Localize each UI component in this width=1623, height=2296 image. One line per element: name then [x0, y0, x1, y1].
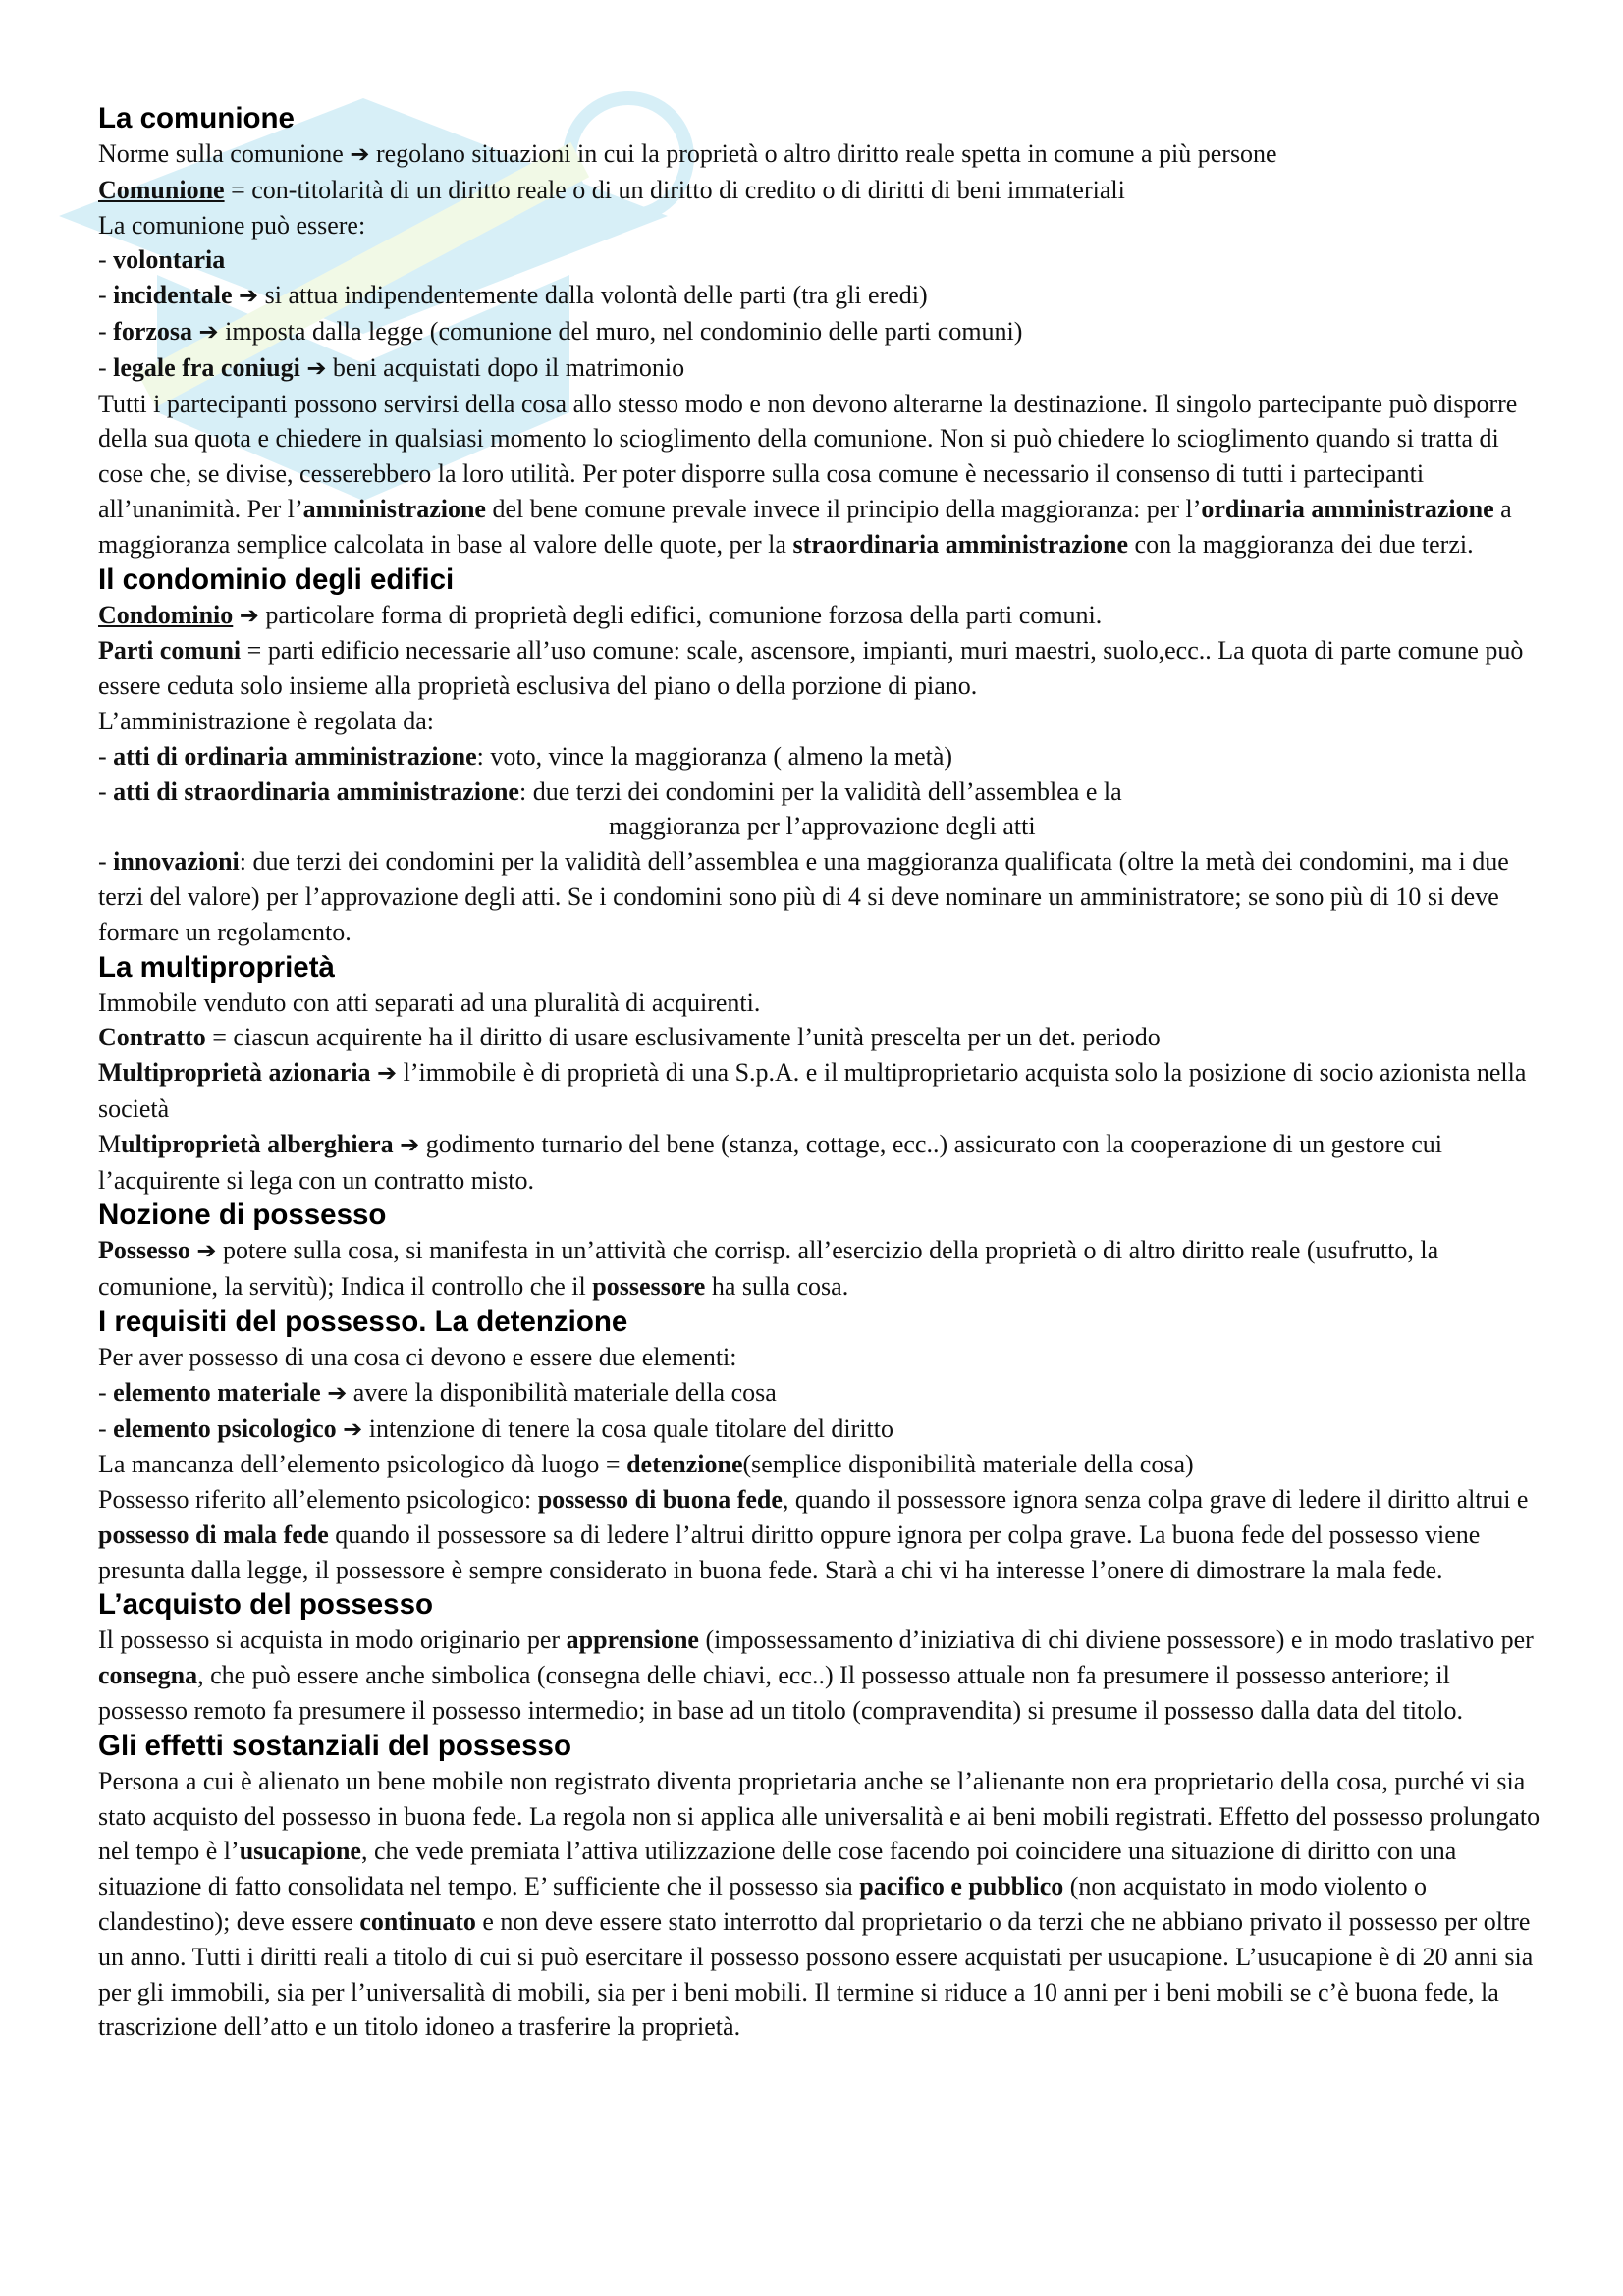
- list-item: - incidentale ➔ si attua indipendentemente dalla volontà delle parti (tra gli eredi): [98, 281, 928, 310]
- paragraph: Comunione = con-titolarità di un diritto reale o di un diritto di credito o di diritti di beni immateriali: [98, 175, 1125, 204]
- arrow-right-icon: ➔: [343, 1415, 363, 1443]
- paragraph: La mancanza dell’elemento psicologico dà luogo = detenzione(semplice disponibilità materiale della cosa): [98, 1450, 1194, 1479]
- arrow-right-icon: ➔: [377, 1059, 398, 1088]
- list-item: - atti di straordinaria amministrazione: due terzi dei condomini per la validità dell’assemblea e la: [98, 776, 1122, 806]
- paragraph: Contratto = ciascun acquirente ha il diritto di usare esclusivamente l’unità prescelta per un det. periodo: [98, 1023, 1161, 1052]
- heading-multiproprieta: La multiproprietà: [98, 950, 335, 984]
- paragraph: Possesso riferito all’elemento psicologico: possesso di buona fede, quando il possessore ignora senza colpa grave di ledere il diritto altrui e possesso di mala fede quando il possessore sa di ledere l’altrui diritto oppure ignora per colpa grave. La buona fede del possesso viene presunta dalla legge, il possessore è sempre considerato in buona fede. Starà a chi vi ha interesse l’onere di dimostrare la mala fede.: [98, 1485, 1529, 1584]
- paragraph: Parti comuni = parti edificio necessarie all’uso comune: scale, ascensore, impianti, muri maestri, suolo,ecc.. La quota di parte comune può essere ceduta solo insieme alla proprietà esclusiva del piano o della porzione di piano.: [98, 636, 1524, 701]
- arrow-right-icon: ➔: [198, 317, 219, 346]
- list-item: - atti di ordinaria amministrazione: voto, vince la maggioranza ( almeno la metà): [98, 741, 953, 771]
- heading-condominio: Il condominio degli edifici: [98, 562, 455, 596]
- arrow-right-icon: ➔: [239, 601, 259, 629]
- paragraph: Immobile venduto con atti separati ad una pluralità di acquirenti.: [98, 988, 761, 1017]
- list-item: - forzosa ➔ imposta dalla legge (comunione del muro, nel condominio delle parti comuni): [98, 316, 1023, 346]
- heading-comunione: La comunione: [98, 102, 295, 134]
- list-item-continuation: maggioranza per l’approvazione degli atti: [609, 812, 1036, 841]
- list-item: - legale fra coniugi ➔ beni acquistati dopo il matrimonio: [98, 352, 685, 382]
- heading-possesso: Nozione di possesso: [98, 1199, 387, 1232]
- paragraph: Il possesso si acquista in modo originario per apprensione (impossessamento d’iniziativa di chi diviene possessore) e in modo traslativo per consegna, che può essere anche simbolica (consegna delle chiavi, ecc..) Il possesso attuale non fa presumere il possesso anteriore; il possesso remoto fa presumere il possesso intermedio; in base ad un titolo (compravendita) si presume il possesso dalla data del titolo.: [98, 1626, 1534, 1726]
- list-item: - elemento psicologico ➔ intenzione di tenere la cosa quale titolare del diritto: [98, 1414, 893, 1443]
- paragraph: Per aver possesso di una cosa ci devono e essere due elementi:: [98, 1342, 737, 1371]
- paragraph: La comunione può essere:: [98, 210, 366, 240]
- list-item: - innovazioni: due terzi dei condomini per la validità dell’assemblea e una maggioranza qualificata (oltre la metà dei condomini, ma i due terzi del valore) per l’approvazione degli atti. Se i condomini sono più di 4 si deve nominare un amministratore; se sono più di 10 si deve formare un regolamento.: [98, 847, 1509, 946]
- arrow-right-icon: ➔: [327, 1378, 348, 1407]
- paragraph: Persona a cui è alienato un bene mobile non registrato diventa proprietaria anche se l’alienante non era proprietario della cosa, purché vi sia stato acquisto del possesso in buona fede. La regola non si applica alle universalità e ai beni mobili registrati. Effetto del possesso prolungato nel tempo è l’usucapione, che vede premiata l’attiva utilizzazione delle cose facendo poi coincidere una situazione di diritto con una situazione di fatto consolidata nel tempo. E’ sufficiente che il possesso sia pacifico e pubblico (non acquistato in modo violento o clandestino); deve essere continuato e non deve essere stato interrotto dal proprietario o da terzi che ne abbiano privato il possesso per oltre un anno. Tutti i diritti reali a titolo di cui si può esercitare il possesso possono essere acquistati per usucapione. L’usucapione è di 20 anni sia per gli immobili, sia per l’universalità di mobili, sia per i beni mobili. Il termine si riduce a 10 anni per i beni mobili se c’è buona fede, la trascrizione dell’atto e un titolo idoneo a trasferire la proprietà.: [98, 1766, 1541, 2042]
- paragraph: L’amministrazione è regolata da:: [98, 706, 434, 735]
- paragraph: Multiproprietà azionaria ➔ l’immobile è di proprietà di una S.p.A. e il multiproprietario acquista solo la posizione di socio azionista nella società: [98, 1058, 1527, 1123]
- paragraph: Possesso ➔ potere sulla cosa, si manifesta in un’attività che corrisp. all’esercizio della proprietà o di altro diritto reale (usufrutto, la comunione, la servitù); Indica il controllo che il possessore ha sulla cosa.: [98, 1236, 1439, 1302]
- list-item: - elemento materiale ➔ avere la disponibilità materiale della cosa: [98, 1377, 777, 1407]
- heading-effetti: Gli effetti sostanziali del possesso: [98, 1729, 571, 1762]
- heading-requisiti: I requisiti del possesso. La detenzione: [98, 1305, 628, 1338]
- paragraph: Condominio ➔ particolare forma di proprietà degli edifici, comunione forzosa della parti comuni.: [98, 600, 1103, 629]
- document-page: [98, 101, 1542, 2045]
- arrow-right-icon: ➔: [239, 282, 259, 310]
- arrow-right-icon: ➔: [306, 353, 327, 382]
- paragraph: Tutti i partecipanti possono servirsi della cosa allo stesso modo e non devono alterarne la destinazione. Il singolo partecipante può disporre della sua quota e chiedere in qualsiasi momento lo scioglimento della comunione. Non si può chiedere lo scioglimento quando si tratta di cose che, se divise, cesserebbero la loro utilità. Per poter disporre sulla cosa comune è necessario il consenso di tutti i partecipanti all’unanimità. Per l’amministrazione del bene comune prevale invece il principio della maggioranza: per l’ordinaria amministrazione a maggioranza semplice calcolata in base al valore delle quote, per la straordinaria amministrazione con la maggioranza dei due terzi.: [98, 389, 1518, 559]
- paragraph: Norme sulla comunione ➔ regolano situazioni in cui la proprietà o altro diritto reale spetta in comune a più persone: [98, 139, 1277, 168]
- arrow-right-icon: ➔: [350, 140, 370, 168]
- arrow-right-icon: ➔: [400, 1130, 420, 1158]
- arrow-right-icon: ➔: [196, 1237, 217, 1265]
- heading-acquisto: L’acquisto del possesso: [98, 1588, 433, 1622]
- list-item: - volontaria: [98, 245, 226, 275]
- paragraph: Multiproprietà alberghiera ➔ godimento turnario del bene (stanza, cottage, ecc..) assicurato con la cooperazione di un gestore cui l’acquirente si lega con un contratto misto.: [98, 1129, 1443, 1195]
